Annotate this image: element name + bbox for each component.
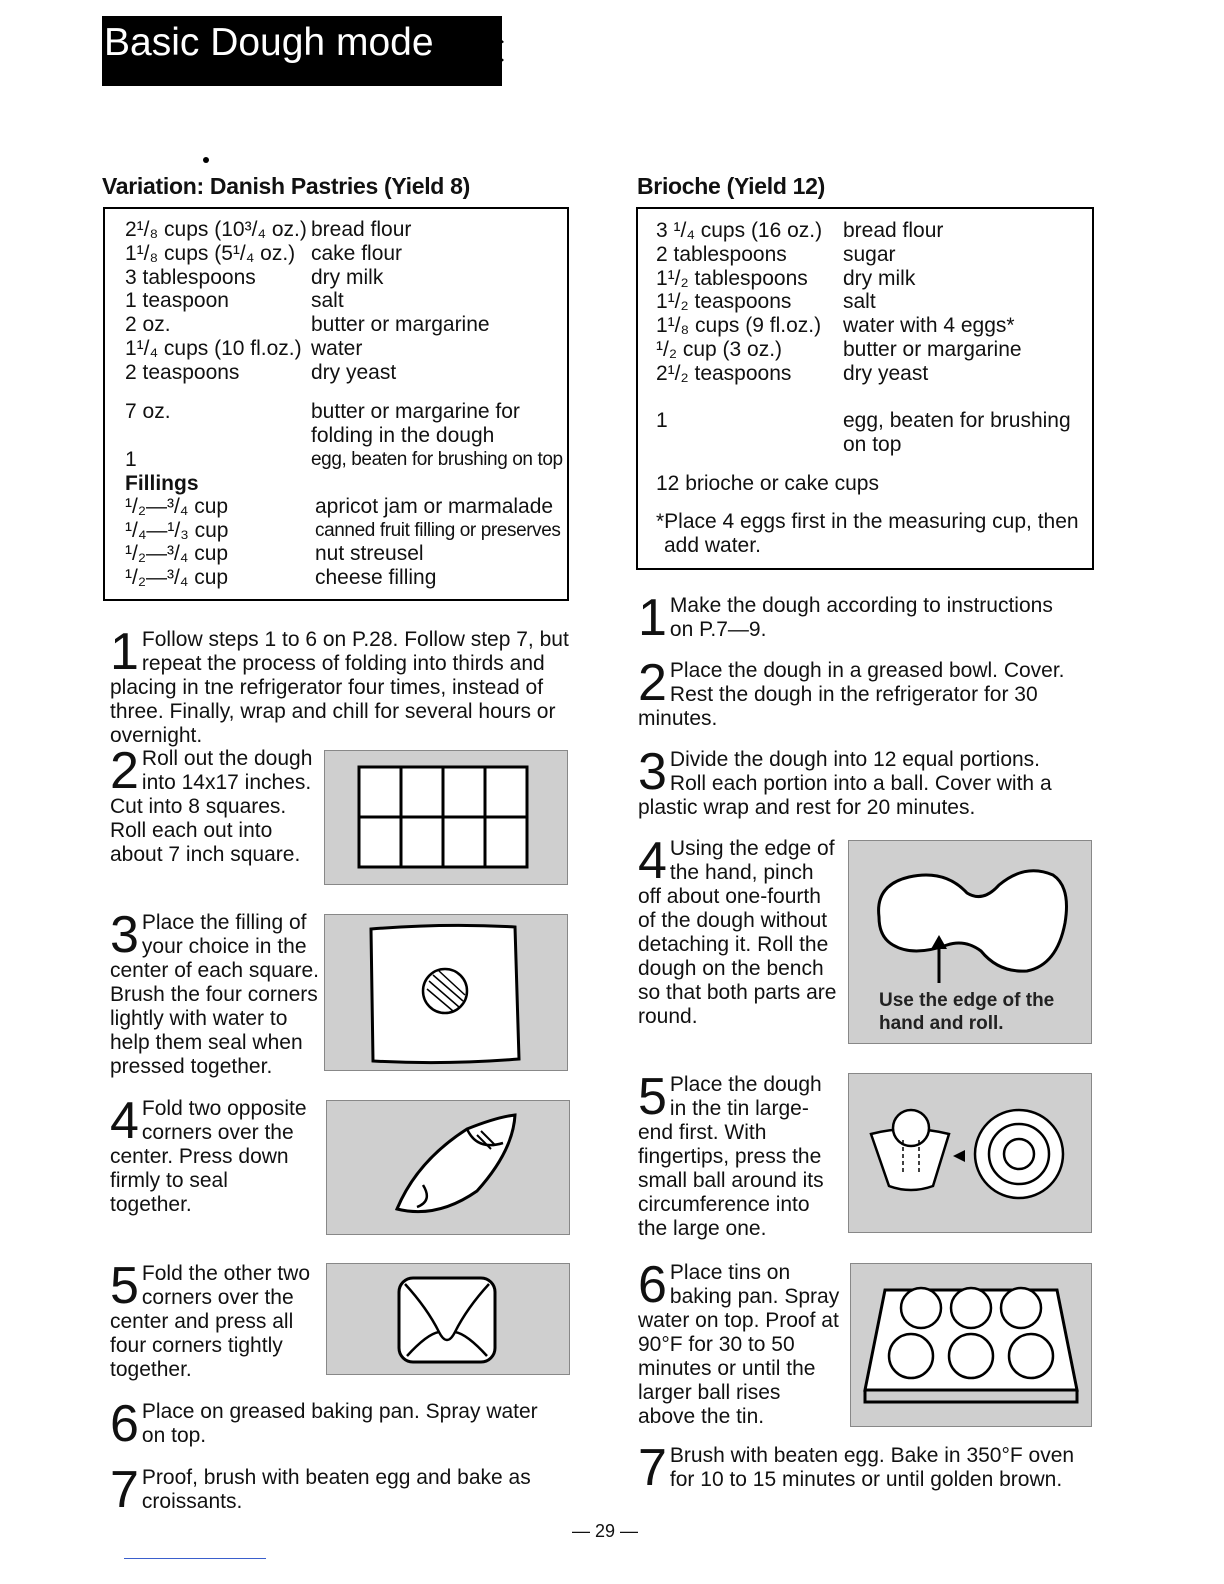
step-text: Make the dough according to instructions on P.7—9. bbox=[669, 594, 1053, 641]
step-text: Place the dough in the tin large-end first. With fingertips, press the small ball around its circumference into the large one. bbox=[638, 1073, 824, 1240]
ing-item: bread flour bbox=[843, 219, 944, 242]
egg-item: egg, beaten for brushing on top bbox=[311, 449, 563, 470]
filling-qty: ¹/₂—³/₄ cup bbox=[125, 495, 229, 518]
brioche-step-2 bbox=[638, 654, 1078, 731]
ing-item: dry yeast bbox=[843, 362, 929, 385]
step-number: 2 bbox=[110, 742, 139, 800]
ing-qty: 3 tablespoons bbox=[125, 266, 256, 289]
egg-qty: 1 bbox=[656, 409, 668, 432]
ing-qty: 2¹/₂ teaspoons bbox=[656, 362, 792, 385]
fold-four-corners-illustration bbox=[326, 1263, 570, 1375]
fold-two-corners-illustration bbox=[326, 1100, 570, 1235]
step-number: 6 bbox=[638, 1256, 667, 1314]
cups-line: 12 brioche or cake cups bbox=[656, 472, 879, 495]
ing-item: cake flour bbox=[311, 242, 403, 265]
brioche-tin-illustration bbox=[848, 1073, 1092, 1233]
ing-qty: 1¹/₄ cups (10 fl.oz.) bbox=[125, 337, 302, 360]
step-number: 4 bbox=[638, 832, 667, 890]
ing-qty: 2 teaspoons bbox=[125, 361, 240, 384]
brioche-step-7 bbox=[638, 1439, 1078, 1497]
danish-step-1 bbox=[110, 623, 580, 748]
footer-rule bbox=[124, 1558, 266, 1559]
ing-item: dry yeast bbox=[311, 361, 397, 384]
ing-qty: 1¹/₂ tablespoons bbox=[656, 267, 808, 290]
ing-item: dry milk bbox=[311, 266, 384, 289]
ing-item: water with 4 eggs* bbox=[843, 314, 1015, 337]
ing-item: butter or margarine bbox=[843, 338, 1022, 361]
step-number: 7 bbox=[110, 1461, 139, 1519]
filling-qty: ¹/₄—¹/₃ cup bbox=[125, 519, 229, 542]
danish-step-2 bbox=[110, 742, 322, 867]
danish-step-4 bbox=[110, 1092, 310, 1217]
step-text: Proof, brush with beaten egg and bake as croissants. bbox=[141, 1466, 531, 1513]
filling-qty: ¹/₂—³/₄ cup bbox=[125, 566, 229, 589]
butter-item: butter or margarine for bbox=[311, 400, 520, 423]
brioche-step-4 bbox=[638, 832, 840, 1029]
ing-qty: 2 tablespoons bbox=[656, 243, 787, 266]
square-filling-illustration bbox=[324, 914, 568, 1071]
ing-qty: 1¹/₂ teaspoons bbox=[656, 290, 792, 313]
step-text: Brush with beaten egg. Bake in 350°F oven for 10 to 15 minutes or until golden brown. bbox=[669, 1444, 1075, 1491]
brioche-step-5 bbox=[638, 1068, 840, 1241]
eggs-note-cont: add water. bbox=[664, 534, 761, 557]
egg-item: egg, beaten for brushing bbox=[843, 409, 1071, 432]
filling-item: nut streusel bbox=[315, 542, 424, 565]
step-number: 4 bbox=[110, 1092, 139, 1150]
illus-caption: Use the edge of the bbox=[879, 990, 1055, 1011]
step-text: Divide the dough into 12 equal portions. Roll each portion into a ball. Cover with a plastic wrap and rest for 20 minutes. bbox=[638, 748, 1052, 819]
ing-qty: 2 oz. bbox=[125, 313, 171, 336]
ing-qty: 3 ¹/₄ cups (16 oz.) bbox=[656, 219, 823, 242]
step-number: 3 bbox=[110, 906, 139, 964]
ing-item: salt bbox=[843, 290, 876, 313]
fillings-label: Fillings bbox=[125, 472, 199, 495]
egg-qty: 1 bbox=[125, 448, 137, 471]
butter-item-cont: folding in the dough bbox=[311, 424, 495, 447]
ing-item: salt bbox=[311, 289, 344, 312]
filling-item: canned fruit filling or preserves bbox=[315, 520, 561, 541]
step-number: 2 bbox=[638, 654, 667, 712]
brioche-ingredients-box bbox=[636, 207, 1094, 570]
page-title: Basic Dough mode bbox=[104, 21, 434, 64]
danish-ingredients-box bbox=[103, 207, 569, 601]
illus-caption: hand and roll. bbox=[879, 1013, 1004, 1034]
baking-pan-illustration bbox=[850, 1263, 1092, 1427]
step-text: Place the dough in a greased bowl. Cover. Rest the dough in the refrigerator for 30 minutes. bbox=[638, 659, 1065, 730]
step-number: 7 bbox=[638, 1439, 667, 1497]
step-text: Place tins on baking pan. Spray water on top. Proof at 90°F for 30 to 50 minutes or until the larger ball rises above the tin. bbox=[638, 1261, 840, 1428]
dough-grid-illustration bbox=[324, 750, 568, 885]
step-text: Fold two opposite corners over the center. Press down firmly to seal together. bbox=[110, 1097, 307, 1216]
step-text: Place the filling of your choice in the center of each square. Brush the four corners lightly with water to help them seal when pressed together. bbox=[110, 911, 319, 1078]
danish-title: Variation: Danish Pastries (Yield 8) bbox=[102, 173, 470, 199]
butter-qty: 7 oz. bbox=[125, 400, 171, 423]
filling-item: apricot jam or marmalade bbox=[315, 495, 554, 518]
ing-qty: 2¹/₈ cups (10³/₄ oz.) bbox=[125, 218, 307, 241]
step-number: 5 bbox=[638, 1068, 667, 1126]
eggs-note: *Place 4 eggs first in the measuring cup, then bbox=[656, 510, 1079, 533]
danish-step-6 bbox=[110, 1395, 550, 1453]
step-text: Using the edge of the hand, pinch off about one-fourth of the dough without detaching it. Roll the dough on the bench so that both parts are round. bbox=[638, 837, 837, 1028]
ing-item: bread flour bbox=[311, 218, 412, 241]
danish-step-7 bbox=[110, 1461, 550, 1519]
filling-item: cheese filling bbox=[315, 566, 437, 589]
step-number: 6 bbox=[110, 1395, 139, 1453]
filling-qty: ¹/₂—³/₄ cup bbox=[125, 542, 229, 565]
step-number: 3 bbox=[638, 743, 667, 801]
danish-step-5 bbox=[110, 1257, 318, 1382]
ing-qty: ¹/₂ cup (3 oz.) bbox=[656, 338, 783, 361]
brioche-step-1 bbox=[638, 589, 1078, 647]
ing-item: sugar bbox=[843, 243, 896, 266]
ing-item: water bbox=[311, 337, 363, 360]
step-text: Place on greased baking pan. Spray water on top. bbox=[141, 1400, 538, 1447]
step-text: Roll out the dough into 14x17 inches. Cut into 8 squares. Roll each out into about 7 inch square. bbox=[110, 747, 313, 866]
ing-item: dry milk bbox=[843, 267, 916, 290]
brioche-step-6 bbox=[638, 1256, 842, 1429]
bullet-dot bbox=[203, 157, 209, 163]
brioche-step-3 bbox=[638, 743, 1078, 820]
step-text: Follow steps 1 to 6 on P.28. Follow step 7, but repeat the process of folding into thirds and placing in tne refrigerator four times, instead of three. Finally, wrap and chill for several hours or overnight. bbox=[110, 628, 569, 747]
ing-qty: 1¹/₈ cups (5¹/₄ oz.) bbox=[125, 242, 296, 265]
danish-step-3 bbox=[110, 906, 322, 1079]
banner-arrow-notch bbox=[486, 16, 506, 86]
step-number: 5 bbox=[110, 1257, 139, 1315]
ing-item: butter or margarine bbox=[311, 313, 490, 336]
brioche-title: Brioche (Yield 12) bbox=[637, 173, 826, 199]
step-text: Fold the other two corners over the center and press all four corners tightly together. bbox=[110, 1262, 311, 1381]
ing-qty: 1 teaspoon bbox=[125, 289, 229, 312]
page-number: — 29 — bbox=[572, 1521, 639, 1541]
ing-qty: 1¹/₈ cups (9 fl.oz.) bbox=[656, 314, 822, 337]
step-number: 1 bbox=[638, 589, 667, 647]
dough-shaping-illustration bbox=[848, 840, 1092, 1044]
egg-item-cont: on top bbox=[843, 433, 902, 456]
step-number: 1 bbox=[110, 623, 139, 681]
